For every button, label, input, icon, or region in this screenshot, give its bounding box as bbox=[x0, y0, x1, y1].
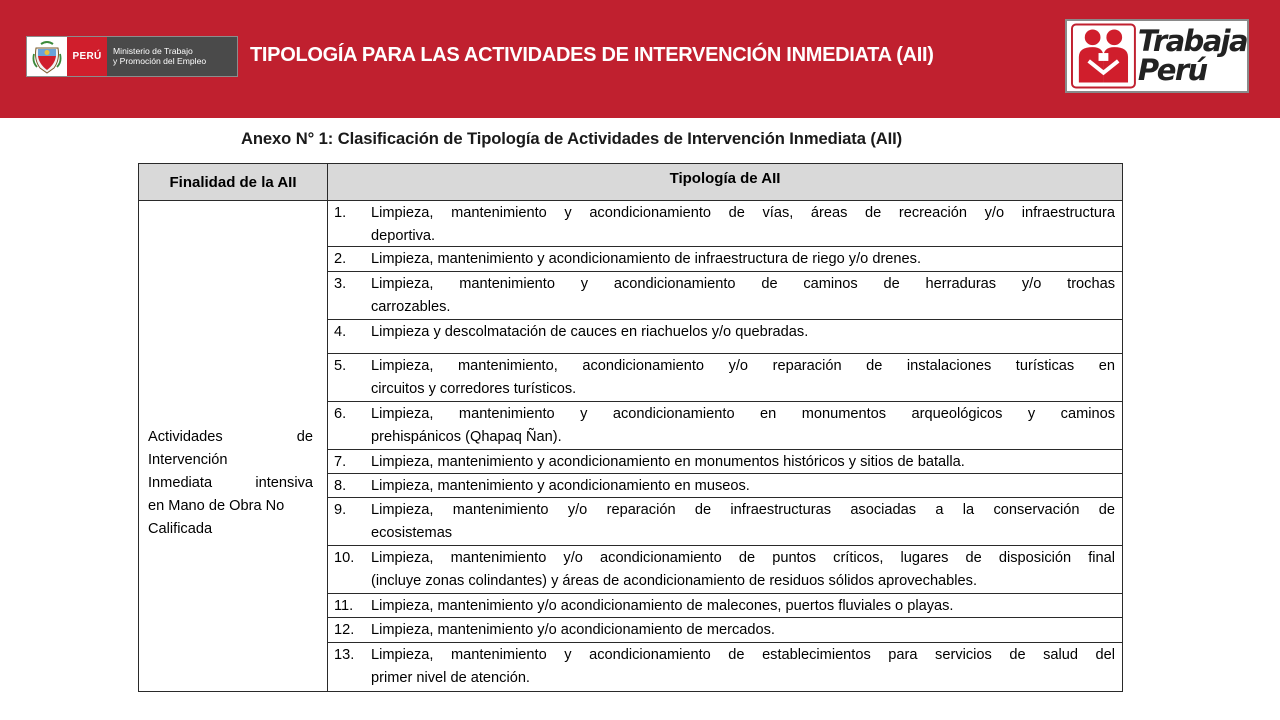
item-text bbox=[371, 451, 1115, 474]
item-text bbox=[371, 547, 1115, 593]
finalidad-text bbox=[148, 426, 313, 541]
item-text bbox=[371, 403, 1115, 449]
wordmark-line-1: Trabaja bbox=[1137, 24, 1247, 58]
item-line: ecosistemas bbox=[371, 525, 453, 541]
item-text bbox=[371, 499, 1115, 545]
item-text bbox=[371, 273, 1115, 319]
item-number: 12. bbox=[334, 622, 355, 638]
item-number: 13. bbox=[334, 647, 355, 663]
typology-rows bbox=[328, 201, 1122, 691]
item-number: 7. bbox=[334, 454, 347, 470]
item-line: Limpieza, mantenimiento y/o acondicionamiento de mercados. bbox=[371, 622, 775, 638]
ministry-line-1: Ministerio de Trabajo bbox=[113, 46, 193, 56]
annex-title: Anexo N° 1: Clasificación de Tipología de Actividades de Intervención Inmediata (AII) bbox=[241, 129, 903, 148]
item-line: Limpieza, mantenimiento y acondicionamiento de caminos de herraduras y/o trochas bbox=[371, 276, 1115, 292]
typology-table bbox=[138, 163, 1123, 692]
table-row bbox=[328, 450, 1122, 474]
item-line: Limpieza, mantenimiento, acondicionamiento y/o reparación de instalaciones turísticas en bbox=[371, 358, 1115, 374]
country-label: PERÚ bbox=[67, 37, 107, 76]
item-text bbox=[371, 475, 1115, 498]
table-row bbox=[328, 594, 1122, 618]
item-line: circuitos y corredores turísticos. bbox=[371, 381, 577, 397]
table-row bbox=[328, 201, 1122, 247]
table-row bbox=[328, 643, 1122, 691]
table-row bbox=[328, 247, 1122, 272]
coat-of-arms-icon bbox=[27, 37, 67, 76]
item-number: 2. bbox=[334, 251, 347, 267]
trabaja-peru-wordmark bbox=[1137, 24, 1247, 87]
item-line: Limpieza, mantenimiento y acondicionamiento de infraestructura de riego y/o drenes. bbox=[371, 251, 922, 267]
item-text bbox=[371, 644, 1115, 690]
wordmark-line-2: Perú bbox=[1137, 53, 1207, 87]
item-number: 5. bbox=[334, 358, 347, 374]
item-text bbox=[371, 595, 1115, 618]
table-row bbox=[328, 272, 1122, 320]
ministry-name bbox=[107, 37, 237, 76]
item-number: 9. bbox=[334, 502, 347, 518]
item-number: 8. bbox=[334, 478, 347, 494]
item-number: 11. bbox=[334, 598, 354, 614]
item-line: Limpieza, mantenimiento y acondicionamiento de establecimientos para servicios de salud del bbox=[371, 647, 1115, 663]
page-title: TIPOLOGÍA PARA LAS ACTIVIDADES DE INTERVENCIÓN INMEDIATA (AII) bbox=[250, 44, 934, 66]
column-header-finalidad: Finalidad de la AII bbox=[139, 164, 328, 201]
item-number: 6. bbox=[334, 406, 347, 422]
item-line: prehispánicos (Qhapaq Ñan). bbox=[371, 429, 562, 445]
table-row bbox=[328, 498, 1122, 546]
item-number: 10. bbox=[334, 550, 355, 566]
ministry-line-2: y Promoción del Empleo bbox=[113, 56, 207, 66]
header-banner bbox=[0, 0, 1280, 118]
item-line: deportiva. bbox=[371, 228, 436, 244]
item-number: 3. bbox=[334, 276, 347, 292]
item-line: Limpieza, mantenimiento y acondicionamiento en monumentos históricos y sitios de batalla. bbox=[371, 454, 965, 470]
trabaja-peru-people-icon bbox=[1071, 23, 1136, 89]
item-line: Limpieza, mantenimiento y acondicionamiento en museos. bbox=[371, 478, 750, 494]
item-line: Limpieza, mantenimiento y acondicionamiento de vías, áreas de recreación y/o infraestructura bbox=[371, 205, 1115, 221]
item-line: carrozables. bbox=[371, 299, 451, 315]
item-text bbox=[371, 321, 1115, 344]
finalidad-line: Actividades de bbox=[148, 429, 313, 445]
finalidad-line: Calificada bbox=[148, 521, 213, 537]
item-line: primer nivel de atención. bbox=[371, 670, 530, 686]
table-row bbox=[328, 402, 1122, 450]
item-text bbox=[371, 248, 1115, 271]
column-header-tipologia: Tipología de AII bbox=[328, 164, 1122, 201]
table-row bbox=[328, 618, 1122, 643]
item-line: Limpieza, mantenimiento y/o acondicionamiento de malecones, puertos fluviales o playas. bbox=[371, 598, 954, 614]
table-row bbox=[328, 474, 1122, 498]
item-text bbox=[371, 355, 1115, 401]
table-row bbox=[328, 354, 1122, 402]
item-text bbox=[371, 619, 1115, 642]
item-line: (incluye zonas colindantes) y áreas de acondicionamiento de residuos sólidos aprovechables. bbox=[371, 573, 977, 589]
item-text bbox=[371, 202, 1115, 248]
table-row bbox=[328, 546, 1122, 594]
finalidad-line: Inmediata intensiva bbox=[148, 475, 313, 491]
item-line: Limpieza y descolmatación de cauces en riachuelos y/o quebradas. bbox=[371, 324, 809, 340]
ministry-logo bbox=[26, 36, 238, 77]
finalidad-line: en Mano de Obra No bbox=[148, 498, 285, 514]
item-line: Limpieza, mantenimiento y acondicionamiento en monumentos arqueológicos y caminos bbox=[371, 406, 1115, 422]
finalidad-cell bbox=[139, 201, 328, 691]
item-number: 4. bbox=[334, 324, 347, 340]
item-number: 1. bbox=[334, 205, 347, 221]
item-line: Limpieza, mantenimiento y/o reparación de infraestructuras asociadas a la conservación de bbox=[371, 502, 1115, 518]
trabaja-peru-logo bbox=[1065, 19, 1249, 93]
finalidad-line: Intervención bbox=[148, 452, 228, 468]
item-line: Limpieza, mantenimiento y/o acondicionamiento de puntos críticos, lugares de disposición final bbox=[371, 550, 1115, 566]
table-row bbox=[328, 320, 1122, 354]
